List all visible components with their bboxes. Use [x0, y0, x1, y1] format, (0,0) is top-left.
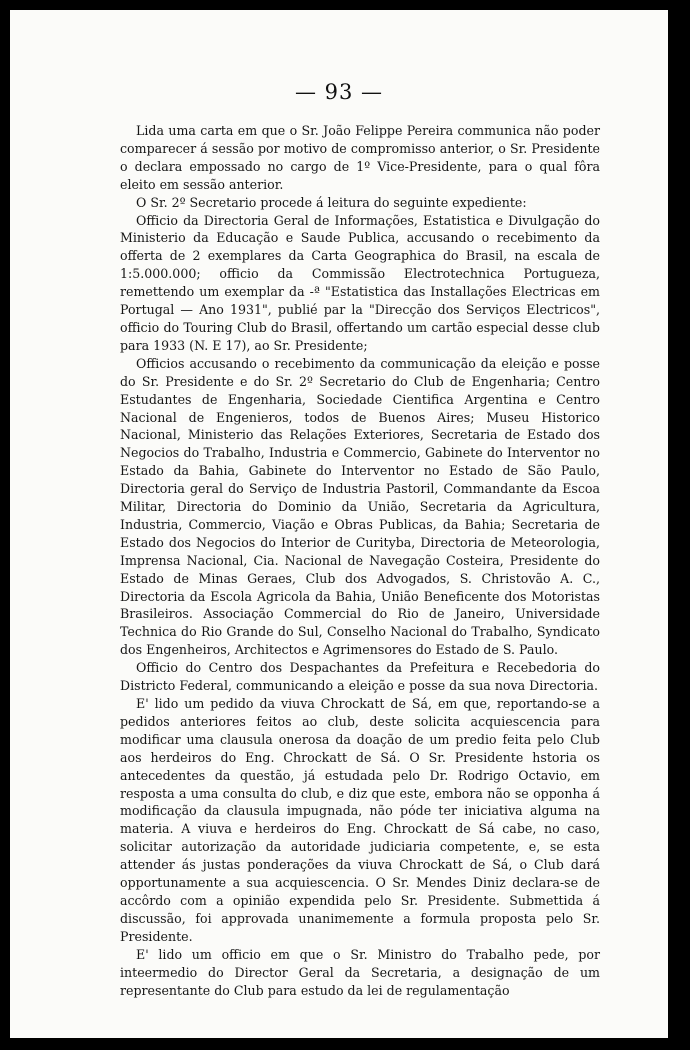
- document-page: [10, 10, 668, 1038]
- paragraph-vice-president: Lida uma carta em que o Sr. João Felippe Pereira communica não poder comparecer á sessão por motivo de compromisso anterior, o Sr. Presidente o declara empossado no cargo de 1º Vice-Presidente, para o qual fôra eleito em sessão anterior.: [120, 123, 600, 192]
- paragraph-pedido-viuva: E' lido um pedido da viuva Chrockatt de Sá, em que, reportando-se a pedidos anteriores feitos ao club, deste solicita acquiescencia para modificar uma clausula onerosa da doação de um predio feita pelo Club aos herdeiros do Eng. Chrockatt de Sá. O Sr. Presidente hstoria os antecedentes da questão, já estudada pelo Dr. Rodrigo Octavio, em resposta a uma consulta do club, e diz que este, embora não se opponha á modificação da clausula impugnada, não póde ter iniciativa alguma na materia. A viuva e herdeiros do Eng. Chrockatt de Sá cabe, no caso, solicitar autorização da autoridade judiciaria competente, e, se esta attender ás justas ponderações da viuva Chrockatt de Sá, o Club dará opportunamente a sua acquiescencia. O Sr. Mendes Diniz declara-se de accôrdo com a opinião expendida pelo Sr. Presidente. Submettida á discussão, foi approvada unanimemente a formula proposta pelo Sr. Presidente.: [120, 696, 600, 944]
- page-number: — 93 —: [294, 80, 384, 104]
- paragraph-officio-despachantes: Officio do Centro dos Despachantes da Prefeitura e Recebedoria do Districto Federal, communicando a eleição e posse da sua nova Directoria.: [120, 660, 600, 694]
- paragraph-expediente-intro: O Sr. 2º Secretario procede á leitura do seguinte expediente:: [136, 194, 527, 210]
- paragraph-officio-directoria: Officio da Directoria Geral de Informações, Estatistica e Divulgação do Ministerio da Educação e Saude Publica, accusando o recebimento da offerta de 2 exemplares da Carta Geographica do Brasil, na escala de 1:5.000.000; officio da Commissão Electrotechnica Portugueza, remettendo um exemplar da -ª "Estatistica das Installações Electricas em Portugal — Ano 1931", publié par la "Direcção dos Serviços Electricos", officio do Touring Club do Brasil, offertando um cartão especial desse club para 1933 (N. E 17), ao Sr. Presidente;: [120, 212, 600, 353]
- body-text: [120, 122, 600, 999]
- paragraph-officios-accusando: Officios accusando o recebimento da communicação da eleição e posse do Sr. Presidente e do Sr. 2º Secretario do Club de Engenharia; Centro Estudantes de Engenharia, Sociedade Cientifica Argentina e Centro Nacional de Engenieros, todos de Buenos Aires; Museu Historico Nacional, Ministerio das Relações Exteriores, Secretaria de Estado dos Negocios do Trabalho, Industria e Commercio, Gabinete do Interventor no Estado da Bahia, Gabinete do Interventor no Estado de São Paulo, Directoria geral do Serviço de Industria Pastoril, Commandante da Escoa Militar, Directoria do Dominio da União, Secretaria da Agricultura, Industria, Commercio, Viação e Obras Publicas, da Bahia; Secretaria de Estado dos Negocios do Interior de Curityba, Directoria de Meteorologia, Imprensa Nacional, Cia. Nacional de Navegação Costeira, Presidente do Estado de Minas Geraes, Club dos Advogados, S. Christovão A. C., Directoria da Escola Agricola da Bahia, União Beneficente dos Motoristas Brasileiros. Associação Commercial do Rio de Janeiro, Universidade Technica do Rio Grande do Sul, Conselho Nacional do Trabalho, Syndicato dos Engenheiros, Architectos e Agrimensores do Estado de S. Paulo.: [120, 355, 600, 658]
- paragraph-officio-ministro: E' lido um officio em que o Sr. Ministro do Trabalho pede, por inteermedio do Director Geral da Secretaria, a designação de um representante do Club para estudo da lei de regulamentação: [120, 946, 600, 998]
